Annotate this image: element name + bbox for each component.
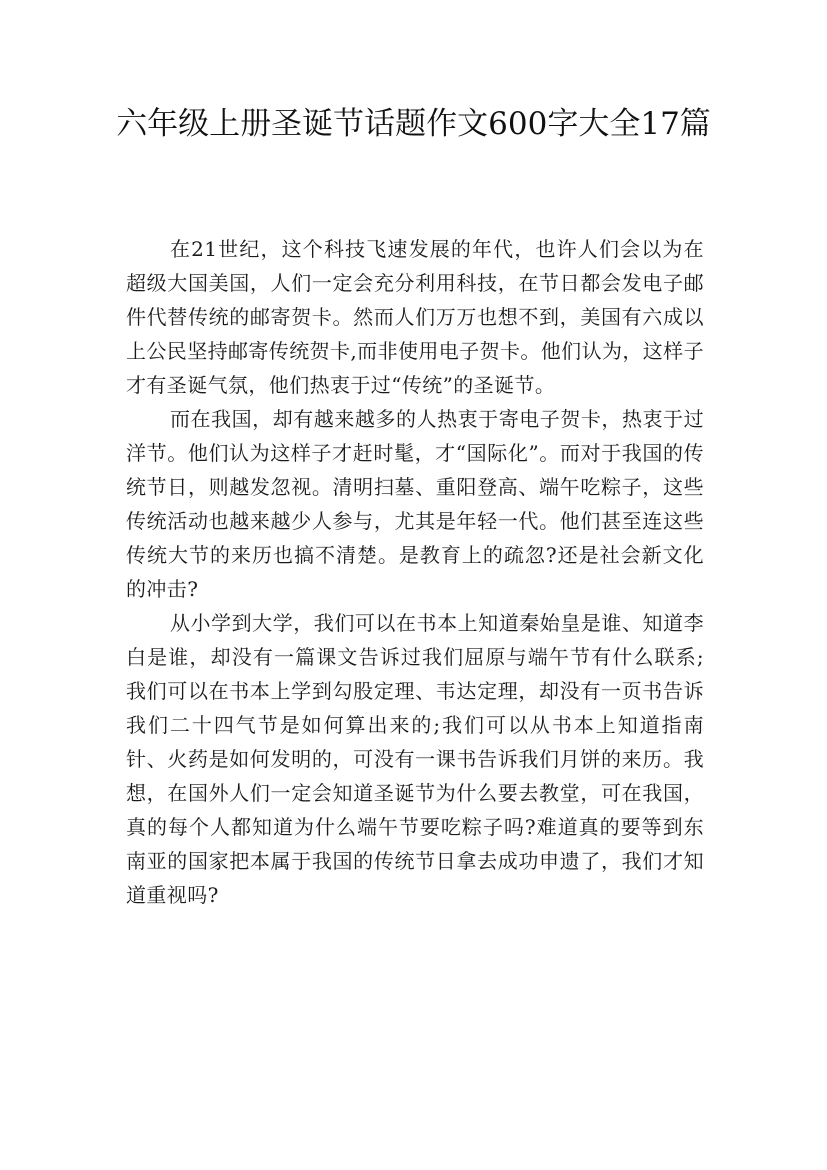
paragraph-3: 从小学到大学，我们可以在书本上知道秦始皇是谁、知道李白是谁，却没有一篇课文告诉过我们屈原与端午节有什么联系;我们可以在书本上学到勾股定理、韦达定理，却没有一页书告诉我们二十四气节是如何算出来的;我们可以从书本上知道指南针、火药是如何发明的，可没有一课书告诉我们月饼的来历。我想，在国外人们一定会知道圣诞节为什么要去教堂，可在我国，真的每个人都知道为什么端午节要吃粽子吗?难道真的要等到东南亚的国家把本属于我国的传统节日拿去成功申遗了，我们才知道重视吗?: [126, 611, 704, 907]
document-body: [126, 232, 704, 912]
document-title: 六年级上册圣诞节话题作文600字大全17篇: [116, 106, 711, 142]
paragraph-2: 而在我国，却有越来越多的人热衷于寄电子贺卡，热衷于过洋节。他们认为这样子才赶时髦，才“国际化”。而对于我国的传统节日，则越发忽视。清明扫墓、重阳登高、端午吃粽子，这些传统活动也越来越少人参与，尤其是年轻一代。他们甚至连这些传统大节的来历也搞不清楚。是教育上的疏忽?还是社会新文化的冲击?: [126, 407, 704, 601]
paragraph-1: 在21世纪，这个科技飞速发展的年代，也许人们会以为在超级大国美国，人们一定会充分利用科技，在节日都会发电子邮件代替传统的邮寄贺卡。然而人们万万也想不到，美国有六成以上公民坚持邮寄传统贺卡,而非使用电子贺卡。他们认为，这样子才有圣诞气氛，他们热衷于过“传统”的圣诞节。: [126, 237, 704, 397]
